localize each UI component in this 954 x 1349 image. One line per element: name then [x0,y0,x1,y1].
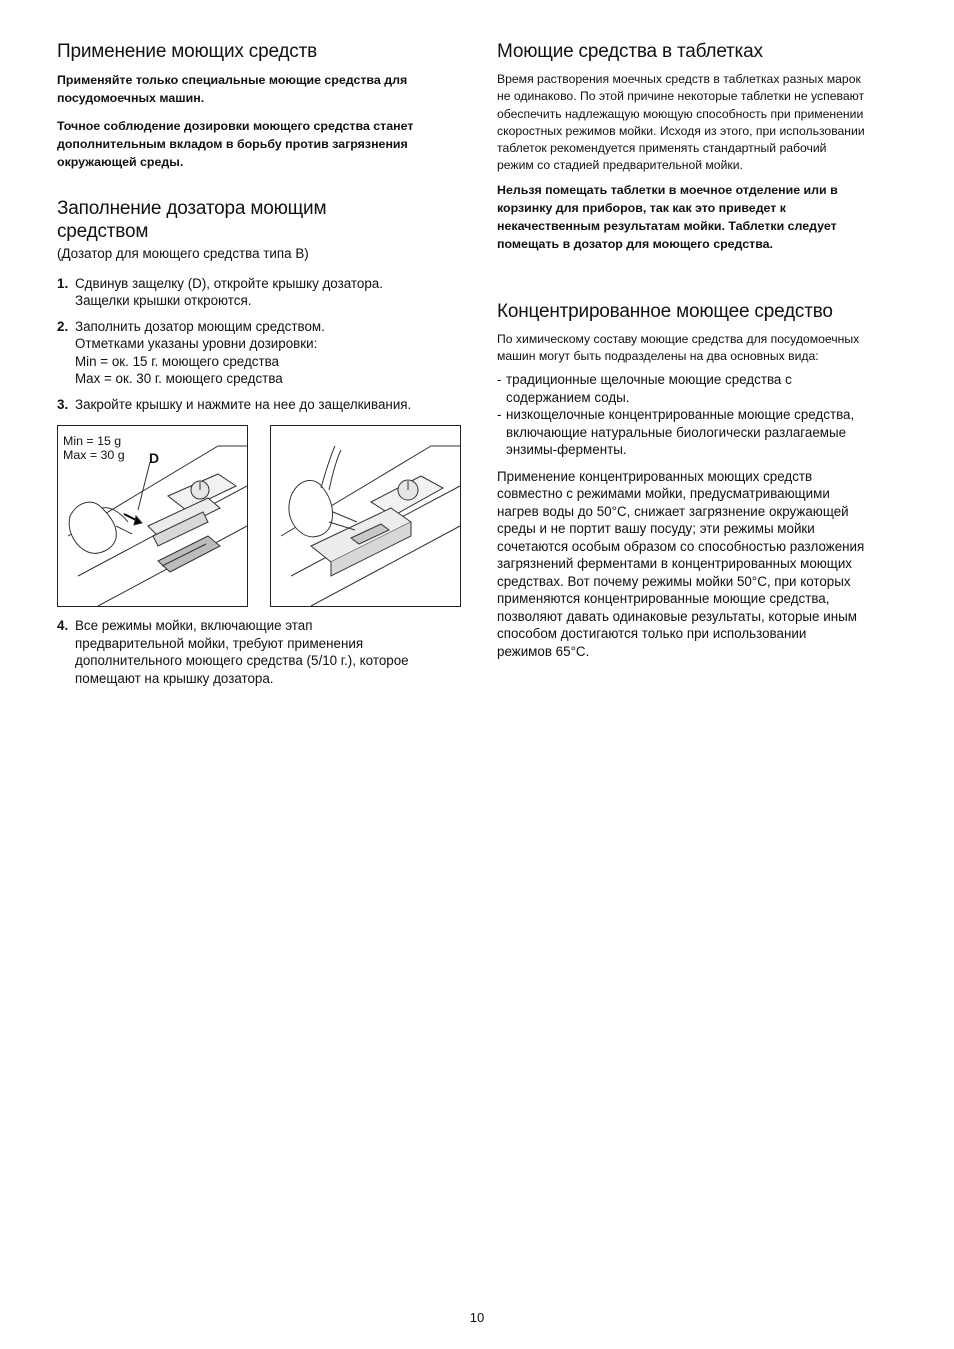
right-column [497,40,907,660]
step-item [57,396,457,414]
step-line: помещают на крышку дозатора. [75,670,274,686]
step-number: 1. [57,275,69,291]
page-number: 10 [469,1310,485,1325]
text-line: традиционные щелочные моющие средства с [506,372,792,388]
step-line: предварительной мойки, требуют применения [75,635,364,651]
fill-steps-list [57,275,457,414]
step-line: Min = ок. 15 г. моющего средства [75,353,280,369]
text-line: Нельзя помещать таблетки в моечное отделение или в [497,182,838,197]
text-line: машин могут быть подразделены на два основных вида: [497,349,819,364]
step-line: Все режимы мойки, включающие этап [75,618,313,633]
text-line: режимов 65°C. [497,643,590,659]
dispenser-type-subtitle: (Дозатор для моющего средства типа B) [57,246,309,261]
step-item [57,617,457,687]
tablets-para-1 [497,71,907,175]
step-number: 3. [57,396,69,412]
text-line: применяются концентрированные моющие средства, [497,591,830,607]
text-line: помещать в дозатор для моющего средства. [497,236,773,251]
step-number: 2. [57,318,69,334]
detergent-use-para-2: Точное соблюдение дозировки моющего средства станет дополнительным вкладом в борьбу против загрязнения окружающей среды. [57,119,414,169]
detergent-types-list [497,371,907,459]
step-line: дополнительного моющего средства (5/10 г.), которое [75,653,409,668]
step-line: Сдвинув защелку (D), откройте крышку дозатора. [75,275,383,291]
text-line: режим со стадией предварительной мойки. [497,158,743,173]
step-line: Закройте крышку и нажмите на нее до защелкивания. [75,396,412,412]
step-item [57,318,457,388]
text-line: не одинаково. По этой причине некоторые таблетки не успевают [497,89,865,104]
concentrated-intro [497,331,907,366]
step-line: Защелки крышки откроются. [75,293,252,308]
dash-bullet-icon: - [497,407,502,423]
left-column [57,40,457,687]
text-line: обеспечить надлежащую моющую способность при применении [497,106,864,121]
text-line: корзинку для приборов, так как это приведет к [497,200,787,215]
fill-steps-list-continued [57,617,457,687]
dispenser-figures [57,425,457,607]
tablets-para-2 [497,181,907,253]
list-item [497,406,907,459]
section-title-detergent-use: Применение моющих средств [57,41,317,62]
concentrated-para [497,468,907,661]
text-line: энзимы-ферменты. [506,442,627,458]
fill-dispenser-title-line-1: Заполнение дозатора моющим [57,198,327,219]
text-line: низкощелочные концентрированные моющие средства, [506,407,855,423]
section-title-concentrated: Концентрированное моющее средство [497,300,833,322]
text-line: Применение концентрированных моющих средств [497,468,813,484]
text-line: средствах. Вот почему режимы мойки 50°C, при которых [497,573,851,589]
step-number: 4. [57,618,69,633]
dosage-min-label: Min = 15 g [63,434,122,448]
dosage-max-label: Max = 30 g [63,448,125,462]
dispenser-figure-open [57,425,248,607]
list-item [497,371,907,406]
text-line: сочетаются особым образом со способностью разложения [497,538,865,554]
text-line: нагрев воды до 50°C, снижает загрязнение окружающей [497,503,849,519]
dispenser-figure-closing [270,425,461,607]
text-line: совместно с режимами мойки, предусматривающими [497,486,830,502]
text-line: Время растворения моечных средств в таблетках разных марок [497,72,861,86]
section-title-tablets: Моющие средства в таблетках [497,41,763,62]
text-line: таблеток рекомендуется применять стандартный рабочий [497,141,827,156]
step-item [57,275,457,310]
step-line: Max = ок. 30 г. моющего средства [75,371,283,386]
text-line: содержанием соды. [506,389,630,405]
text-line: По химическому составу моющие средства для посудомоечных [497,331,860,346]
text-line: загрязнений ферментами в концентрированных моющих [497,556,853,572]
text-line: скоростных режимов мойки. Исходя из этого, при использовании [497,123,865,138]
latch-label: D [149,450,160,466]
step-line: Заполнить дозатор моющим средством. [75,318,325,334]
dispenser-closing-illustration [271,426,460,606]
detergent-use-para-1: Применяйте только специальные моющие средства для посудомоечных машин. [57,73,408,105]
section-title-fill-dispenser [57,197,457,243]
text-line: некачественным результатам мойки. Таблетки следует [497,218,837,233]
fill-dispenser-title-line-2: средством [57,221,149,242]
dash-bullet-icon: - [497,372,502,388]
step-line: Отметками указаны уровни дозировки: [75,336,318,351]
text-line: позволяют давать одинаковые результаты, которые иным [497,608,857,624]
text-line: включающие натуральные биологически разлагаемые [506,424,847,440]
text-line: способом достигаются только при использовании [497,626,807,642]
text-line: среды и не портит вашу посуду; эти режимы мойки [497,521,815,537]
